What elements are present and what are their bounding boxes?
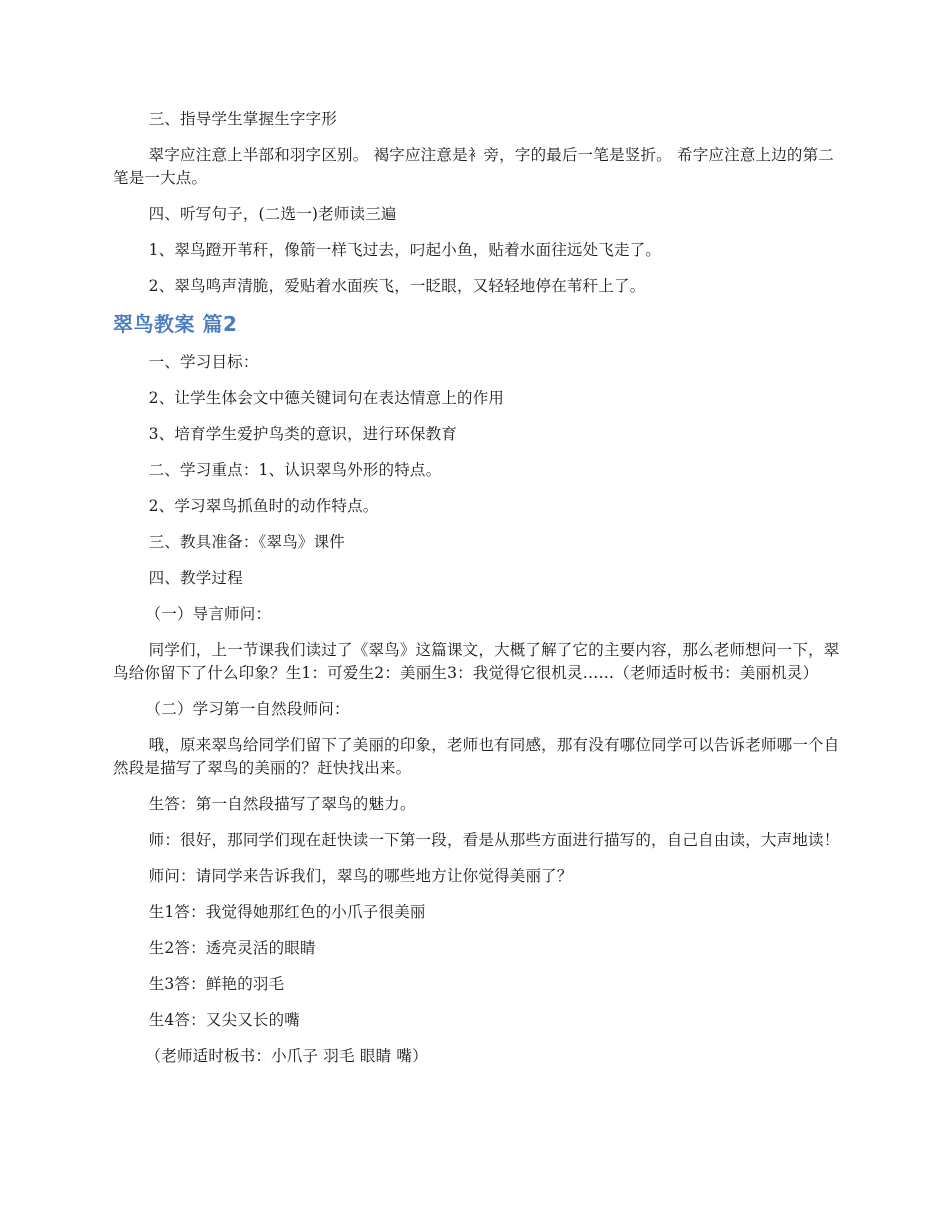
document-body — [113, 108, 840, 1081]
paragraph: 2、学习翠鸟抓鱼时的动作特点。 — [148, 497, 379, 515]
paragraph: 同学们，上一节课我们读过了《翠鸟》这篇课文，大概了解了它的主要内容，那么老师想问一下，翠鸟给你留下了什么印象？生1：可爱生2：美丽生3：我觉得它很机灵……（老师适时板书：美丽机灵） — [113, 641, 840, 682]
paragraph: 三、教具准备：《翠鸟》课件 — [148, 533, 345, 551]
paragraph: 四、听写句子，(二选一)老师读三遍 — [148, 205, 397, 223]
paragraph: 生3答：鲜艳的羽毛 — [148, 975, 285, 993]
paragraph: （老师适时板书：小爪子 羽毛 眼睛 嘴） — [145, 1047, 428, 1065]
section-heading: 翠鸟教案 篇2 — [113, 312, 238, 336]
paragraph: 生1答：我觉得她那红色的小爪子很美丽 — [148, 903, 426, 921]
paragraph: 翠字应注意上半部和羽字区别。 褐字应注意是衤旁，字的最后一笔是竖折。 希字应注意上边的第二笔是一大点。 — [113, 146, 834, 187]
paragraph: 四、教学过程 — [148, 569, 243, 587]
paragraph: 一、学习目标： — [148, 353, 259, 371]
paragraph: 三、指导学生掌握生字字形 — [148, 110, 338, 128]
paragraph: 师问：请同学来告诉我们，翠鸟的哪些地方让你觉得美丽了？ — [148, 867, 573, 885]
paragraph: （二）学习第一自然段师问： — [145, 700, 350, 718]
paragraph: 3、培育学生爱护鸟类的意识，进行环保教育 — [148, 425, 458, 443]
paragraph: 二、学习重点：1、认识翠鸟外形的特点。 — [148, 461, 442, 479]
paragraph: 1、翠鸟蹬开苇秆，像箭一样飞过去，叼起小鱼，贴着水面往远处飞走了。 — [148, 241, 662, 259]
paragraph: 2、翠鸟鸣声清脆，爱贴着水面疾飞，一眨眼，又轻轻地停在苇秆上了。 — [148, 277, 646, 295]
paragraph: 生4答：又尖又长的嘴 — [148, 1011, 301, 1029]
paragraph: 师：很好，那同学们现在赶快读一下第一段，看是从那些方面进行描写的，自己自由读，大声地读！ — [148, 831, 840, 849]
paragraph: 生答：第一自然段描写了翠鸟的魅力。 — [148, 795, 416, 813]
paragraph: 哦，原来翠鸟给同学们留下了美丽的印象，老师也有同感，那有没有哪位同学可以告诉老师哪一个自然段是描写了翠鸟的美丽的？赶快找出来。 — [113, 736, 840, 777]
paragraph: （一）导言师问： — [145, 605, 272, 623]
paragraph: 生2答：透亮灵活的眼睛 — [148, 939, 316, 957]
paragraph: 2、让学生体会文中德关键词句在表达情意上的作用 — [148, 389, 505, 407]
